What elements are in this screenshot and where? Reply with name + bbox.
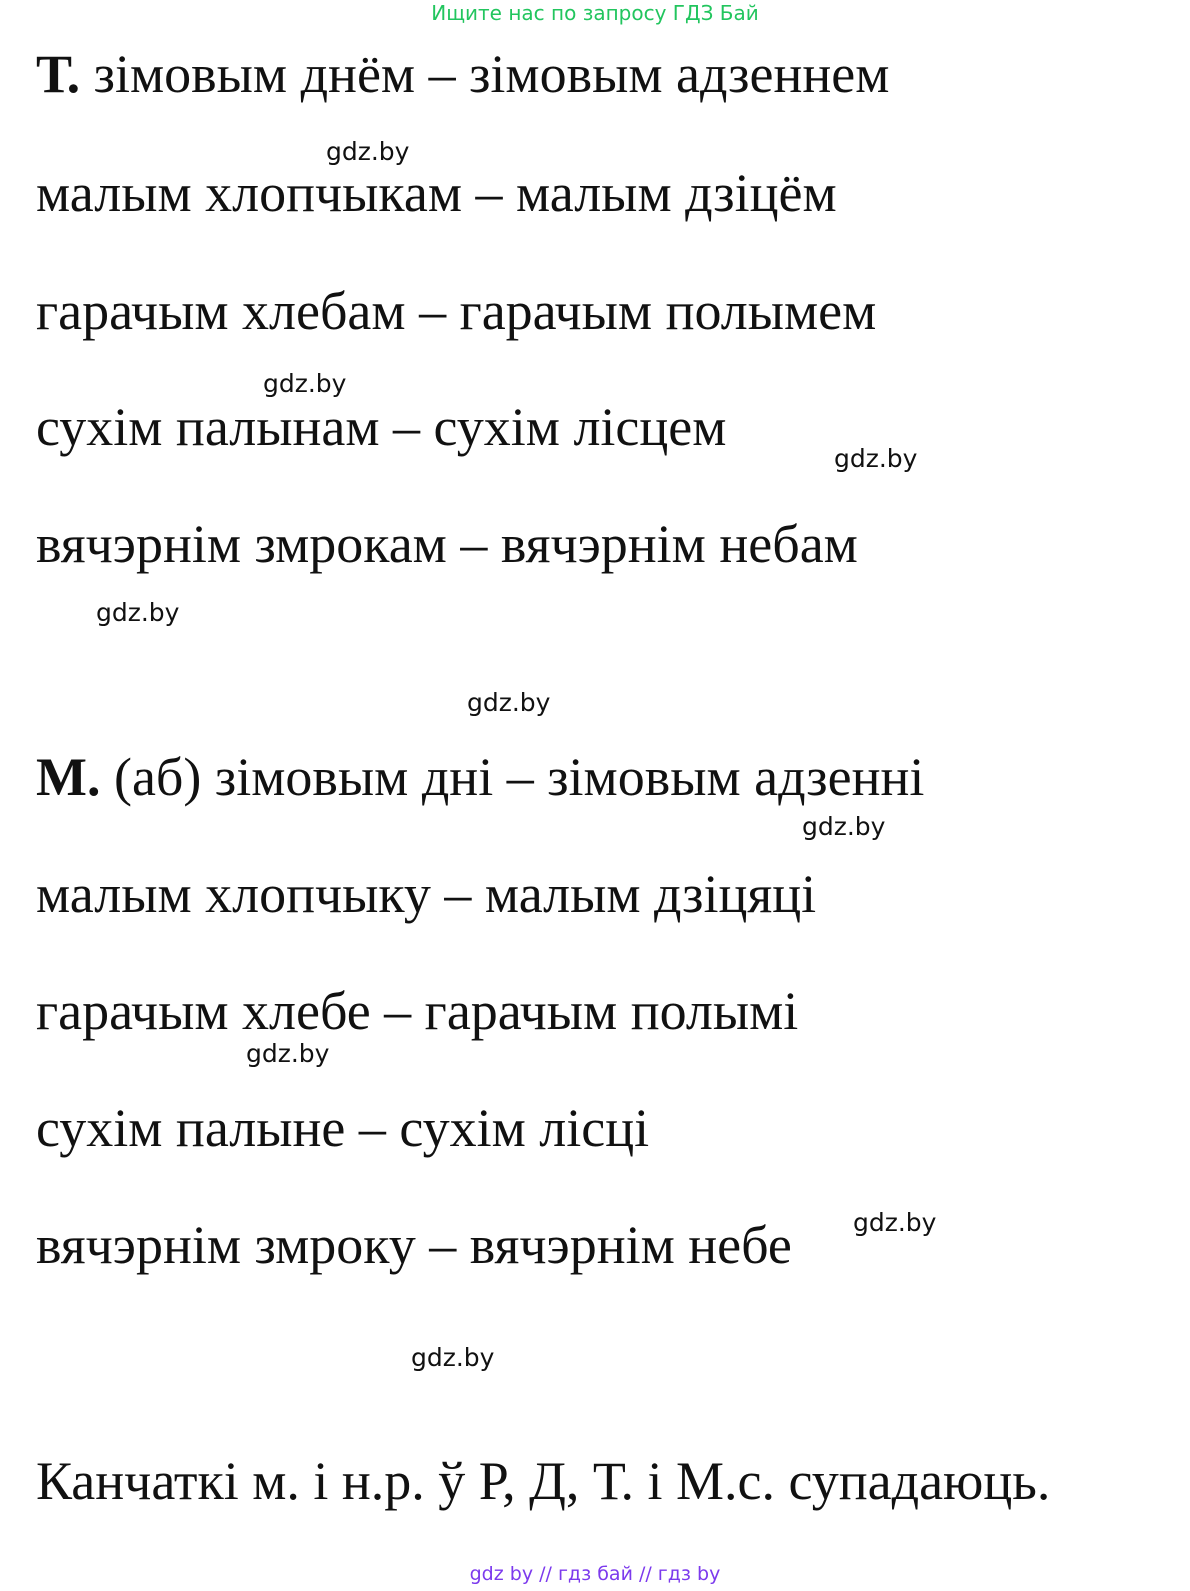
section-t-line-3: гарачым хлебам – гарачым полымем [36,281,877,341]
watermark: gdz.by [802,812,886,841]
section-t-line-1 [36,44,889,104]
section-m-line-5: вячэрнім змроку – вячэрнім небе [36,1215,792,1275]
section-m-line-4: сухім палыне – сухім лісці [36,1098,650,1158]
section-t-line-5: вячэрнім змрокам – вячэрнім небам [36,514,858,574]
conclusion-text: Канчаткі м. і н.р. ў Р, Д, Т. і М.с. супадаюць. [36,1451,1051,1511]
section-t-marker: Т. [36,44,81,104]
section-t-line-4: сухім палынам – сухім лісцем [36,397,727,457]
watermark: gdz.by [263,369,347,398]
watermark: gdz.by [96,598,180,627]
watermark: gdz.by [834,444,918,473]
section-m-marker: М. [36,747,101,807]
section-m-line-3: гарачым хлебе – гарачым полымі [36,981,799,1041]
footer-links[interactable]: gdz by // гдз бай // гдз by [469,1563,721,1585]
section-t-line-2: малым хлопчыкам – малым дзіцём [36,163,837,223]
watermark: gdz.by [853,1208,937,1237]
watermark: gdz.by [411,1343,495,1372]
watermark: gdz.by [467,688,551,717]
watermark: gdz.by [246,1039,330,1068]
section-m-text-1: (аб) зімовым дні – зімовым адзенні [113,747,925,807]
section-m-line-2: малым хлопчыку – малым дзіцяці [36,864,817,924]
section-t-text-1: зімовым днём – зімовым адзеннем [93,44,890,104]
watermark: gdz.by [326,137,410,166]
section-m-line-1 [36,747,924,807]
search-banner[interactable]: Ищите нас по запросу ГДЗ Бай [431,1,759,25]
